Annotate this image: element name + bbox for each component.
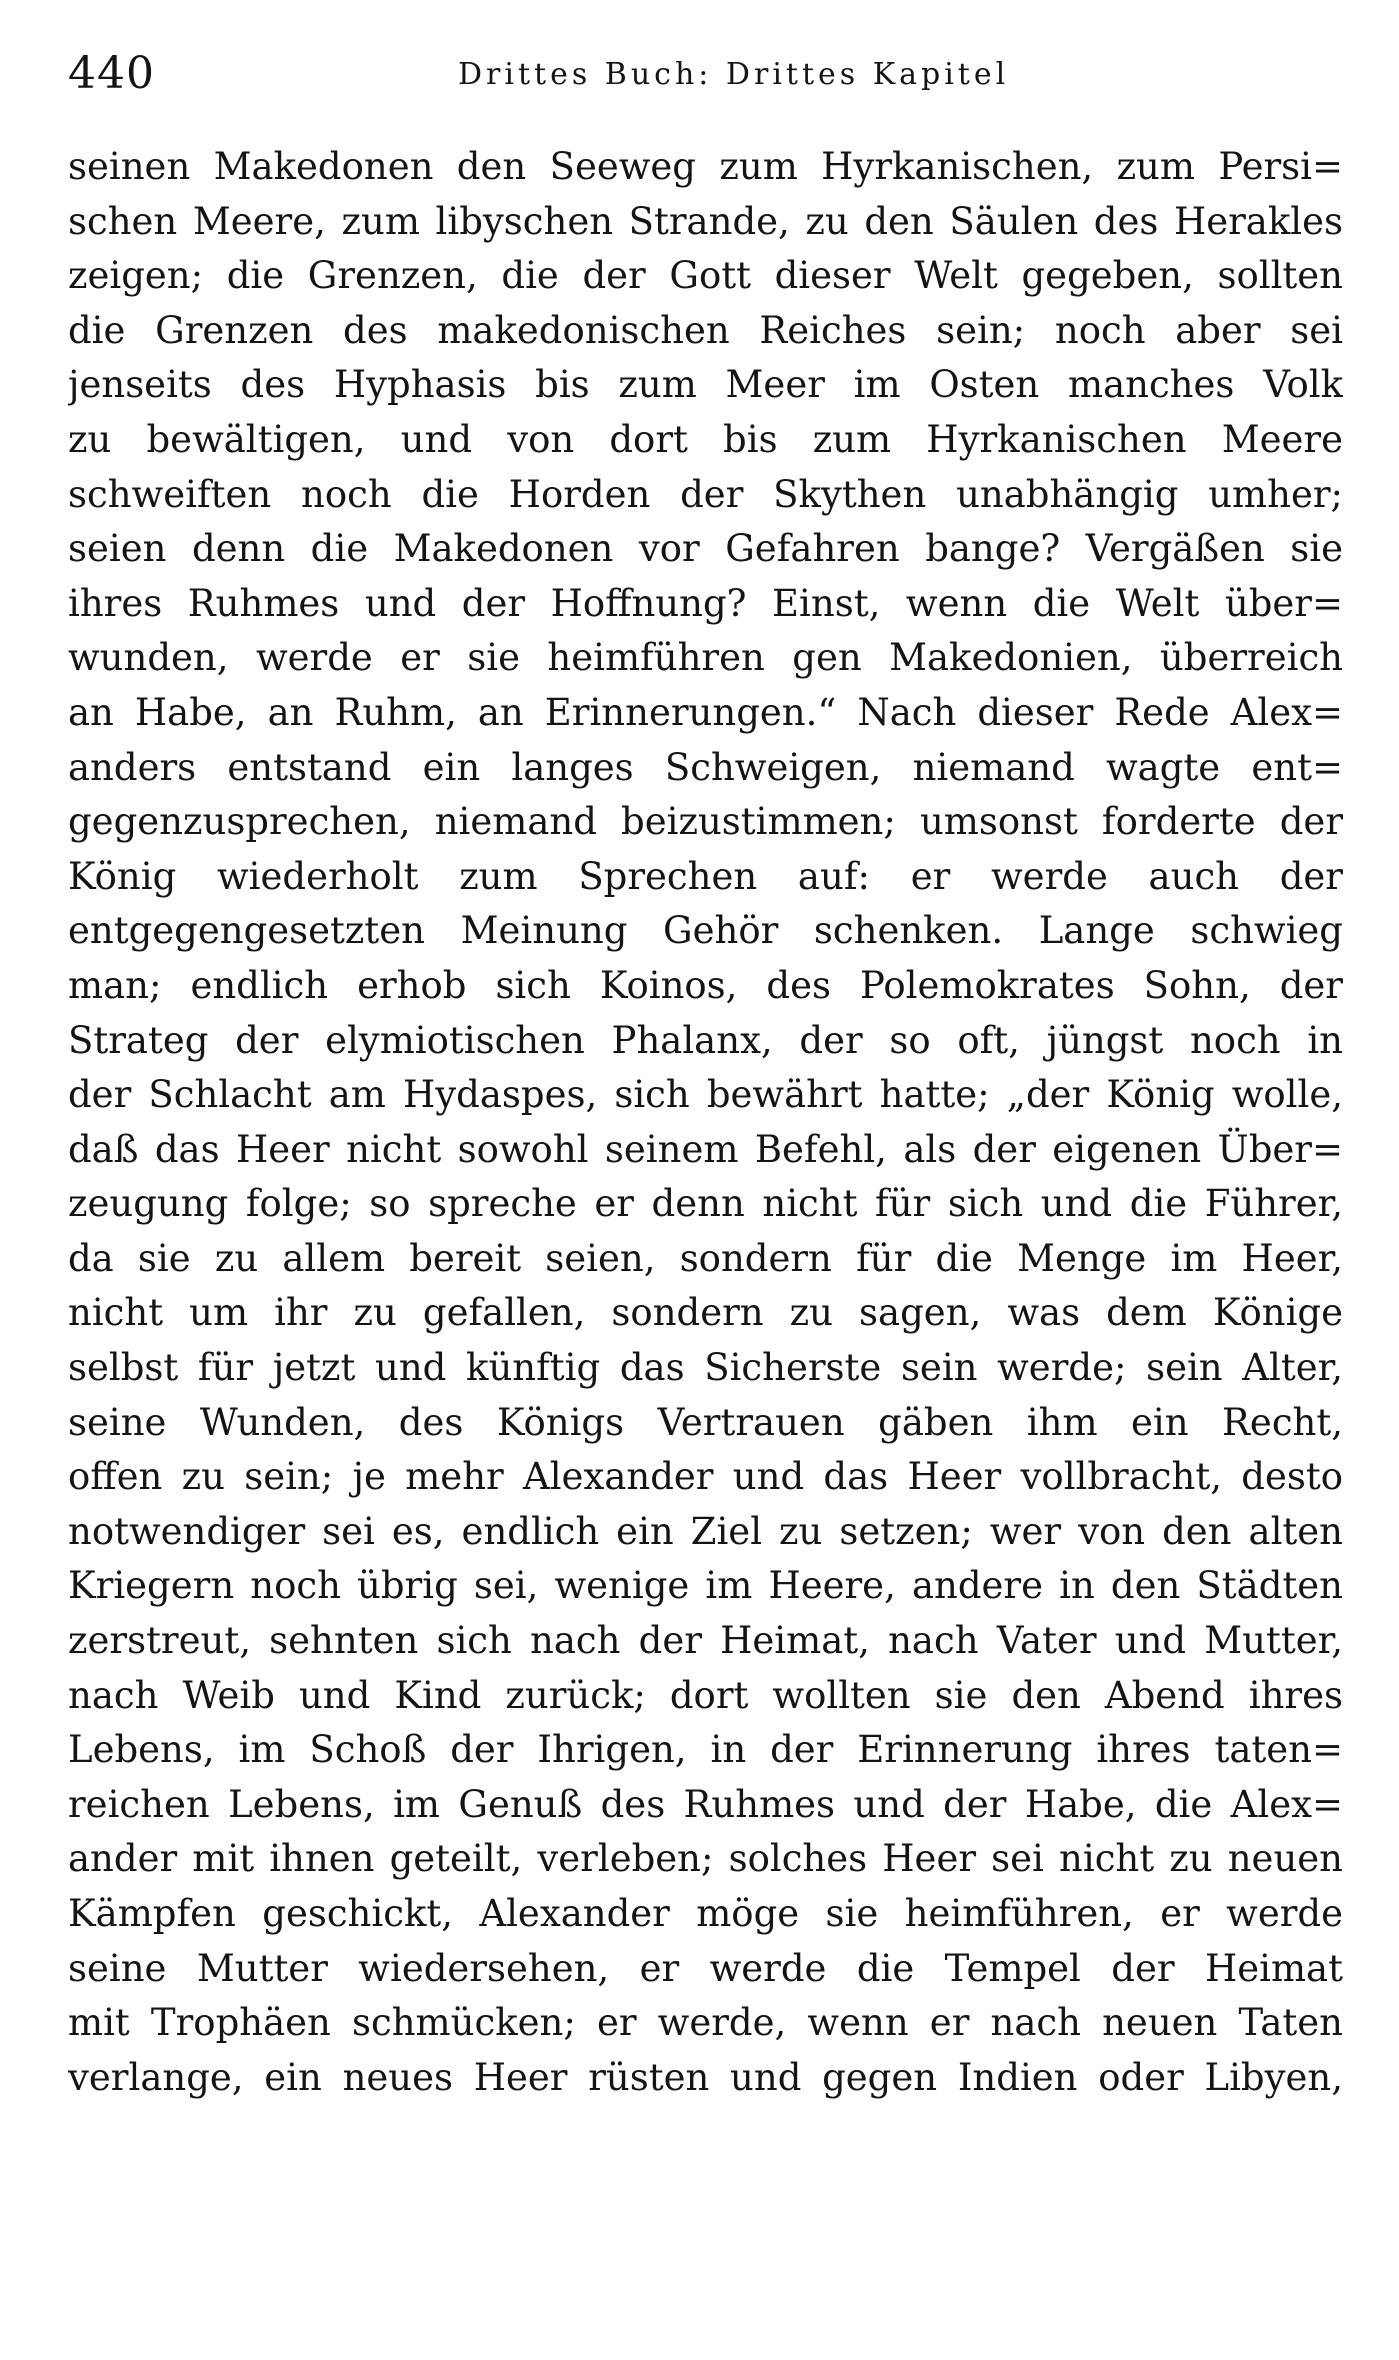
text-line: wunden, werde er sie heimführen gen Makedonien, überreich <box>68 636 1343 680</box>
text-line: die Grenzen des makedonischen Reiches sein; noch aber sei <box>68 308 1343 352</box>
text-line: schweiften noch die Horden der Skythen unabhängig umher; <box>68 472 1343 516</box>
text-line: Kämpfen geschickt, Alexander möge sie heimführen, er werde <box>68 1892 1343 1935</box>
text-line: nach Weib und Kind zurück; dort wollten sie den Abend ihres <box>68 1673 1343 1717</box>
page-number: 440 <box>68 48 155 99</box>
text-line: seien denn die Makedonen vor Gefahren bange? Vergäßen sie <box>68 527 1343 571</box>
text-line: Strateg der elymiotischen Phalanx, der so oft, jüngst noch in <box>68 1018 1343 1062</box>
text-line: König wiederholt zum Sprechen auf: er werde auch der <box>68 854 1343 898</box>
text-line: schen Meere, zum libyschen Strande, zu den Säulen des Herakles <box>68 199 1343 243</box>
text-line: da sie zu allem bereit seien, sondern für die Menge im Heer, <box>68 1236 1343 1280</box>
text-line: Kriegern noch übrig sei, wenige im Heere, andere in den Städten <box>68 1564 1343 1608</box>
text-line: anders entstand ein langes Schweigen, niemand wagte ent= <box>68 745 1343 789</box>
text-line: ander mit ihnen geteilt, verleben; solches Heer sei nicht zu neuen <box>68 1837 1343 1881</box>
text-line: offen zu sein; je mehr Alexander und das Heer vollbracht, desto <box>68 1455 1343 1499</box>
text-line: entgegengesetzten Meinung Gehör schenken. Lange schwieg <box>68 909 1343 953</box>
text-line: gegenzusprechen, niemand beizustimmen; umsonst forderte der <box>68 800 1343 844</box>
running-head: Drittes Buch: Drittes Kapitel <box>458 57 1010 92</box>
text-line: verlange, ein neues Heer rüsten und gegen Indien oder Libyen, <box>68 2055 1343 2099</box>
text-line: zeigen; die Grenzen, die der Gott dieser Welt gegeben, sollten <box>68 254 1343 298</box>
text-line: an Habe, an Ruhm, an Erinnerungen.“ Nach dieser Rede Alex= <box>68 690 1343 734</box>
text-line: zu bewältigen, und von dort bis zum Hyrkanischen Meere <box>68 417 1343 461</box>
text-line: seine Wunden, des Königs Vertrauen gäben ihm ein Recht, <box>68 1400 1343 1444</box>
text-line: zeugung folge; so spreche er denn nicht für sich und die Führer, <box>68 1182 1343 1226</box>
text-line: seine Mutter wiedersehen, er werde die Tempel der Heimat <box>68 1946 1343 1990</box>
text-line: man; endlich erhob sich Koinos, des Polemokrates Sohn, der <box>68 963 1343 1007</box>
text-line: nicht um ihr zu gefallen, sondern zu sagen, was dem Könige <box>68 1291 1343 1335</box>
text-line: notwendiger sei es, endlich ein Ziel zu setzen; wer von den alten <box>68 1509 1343 1553</box>
body-text <box>68 140 1343 2105</box>
text-line: der Schlacht am Hydaspes, sich bewährt hatte; „der König wolle, <box>68 1073 1343 1117</box>
text-line: ihres Ruhmes und der Hoffnung? Einst, wenn die Welt über= <box>68 581 1343 625</box>
text-line: Lebens, im Schoß der Ihrigen, in der Erinnerung ihres taten= <box>68 1728 1343 1772</box>
text-line: zerstreut, sehnten sich nach der Heimat, nach Vater und Mutter, <box>68 1619 1343 1663</box>
page-header <box>68 44 1338 104</box>
text-line: daß das Heer nicht sowohl seinem Befehl, als der eigenen Über= <box>68 1127 1343 1171</box>
text-line: mit Trophäen schmücken; er werde, wenn er nach neuen Taten <box>68 2001 1343 2045</box>
text-line: reichen Lebens, im Genuß des Ruhmes und der Habe, die Alex= <box>68 1782 1343 1826</box>
text-line: selbst für jetzt und künftig das Sicherste sein werde; sein Alter, <box>68 1346 1343 1390</box>
text-line: jenseits des Hyphasis bis zum Meer im Osten manches Volk <box>68 363 1343 407</box>
text-line: seinen Makedonen den Seeweg zum Hyrkanischen, zum Persi= <box>68 145 1343 188</box>
